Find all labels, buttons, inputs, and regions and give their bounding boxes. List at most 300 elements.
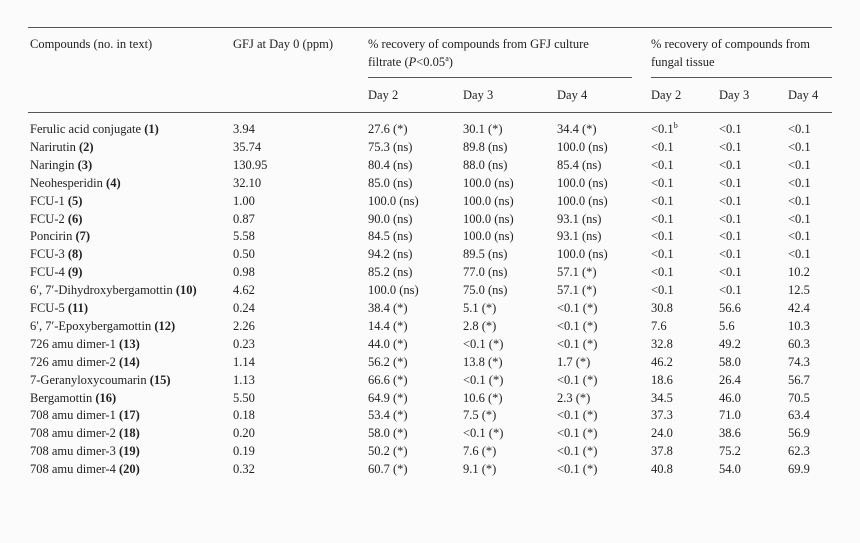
value-cell-t3 (719, 245, 742, 263)
cell-value: 90.0 (ns) (368, 211, 413, 226)
compound-name: 6′, 7′-Epoxybergamottin (30, 318, 152, 333)
value-cell-f2 (368, 424, 408, 442)
compound-name: Poncirin (30, 229, 73, 244)
cell-value: 75.2 (719, 444, 741, 459)
value-cell-t2 (651, 353, 673, 371)
cell-value: 54.0 (719, 462, 741, 477)
compound-name-cell (30, 460, 140, 478)
cell-value: 85.2 (ns) (368, 265, 413, 280)
header-filtrate-day2: Day 2 (368, 88, 399, 102)
compound-number: (20) (118, 462, 140, 477)
cell-value: 85.0 (ns) (368, 175, 413, 190)
cell-value: <0.1 (651, 211, 674, 226)
cell-value: 80.4 (ns) (368, 157, 413, 172)
value-cell-t4 (788, 156, 811, 174)
cell-value: 71.0 (719, 408, 741, 423)
value-cell-f2 (368, 353, 408, 371)
compound-name: Naringin (30, 157, 75, 172)
value-cell-f3 (463, 371, 503, 389)
value-cell-t2 (651, 138, 674, 156)
compound-number: (2) (78, 139, 94, 154)
cell-value: 100.0 (ns) (463, 175, 514, 190)
cell-value: 37.8 (651, 444, 673, 459)
compound-number: (4) (106, 175, 121, 190)
compound-number: (1) (144, 122, 159, 136)
value-cell-t2 (651, 156, 674, 174)
value-cell-f4 (557, 120, 597, 138)
cell-value: 32.8 (651, 336, 673, 351)
cell-value: 38.6 (719, 426, 741, 441)
cell-value: <0.1 (*) (557, 462, 598, 477)
cell-value: 57.1 (*) (557, 265, 597, 280)
compound-name-cell (30, 353, 140, 371)
cell-value: 0.24 (233, 301, 255, 315)
value-cell-gfj (233, 156, 267, 174)
value-cell-t3 (719, 353, 741, 371)
value-cell-gfj (233, 245, 255, 263)
value-cell-t4 (788, 281, 810, 299)
value-cell-t4 (788, 138, 811, 156)
cell-value: 84.5 (ns) (368, 229, 413, 244)
cell-value: 10.6 (*) (463, 390, 503, 405)
value-cell-t4 (788, 424, 810, 442)
cell-value: <0.1 (*) (463, 426, 504, 441)
value-cell-t2 (651, 424, 673, 442)
cell-value: <0.1 (719, 283, 742, 298)
cell-value: <0.1 (788, 139, 811, 154)
compound-name-cell (30, 138, 94, 156)
cell-value: 42.4 (788, 301, 810, 315)
value-cell-gfj (233, 120, 255, 138)
cell-value: 0.23 (233, 336, 255, 351)
cell-value: 27.6 (*) (368, 122, 408, 136)
top-rule (28, 27, 832, 28)
compound-number: (15) (149, 372, 171, 387)
cell-value: 64.9 (*) (368, 390, 408, 405)
value-cell-f4 (557, 317, 597, 335)
value-cell-t2 (651, 174, 674, 192)
value-cell-f4 (557, 192, 608, 210)
cell-value: 2.8 (*) (463, 318, 497, 333)
cell-value: 70.5 (788, 390, 810, 405)
value-cell-t4 (788, 335, 810, 353)
cell-value: 0.50 (233, 247, 255, 262)
value-cell-f2 (368, 210, 412, 228)
cell-value: 89.8 (ns) (463, 139, 508, 154)
cell-value: <0.1 (*) (557, 336, 598, 351)
cell-value: 1.7 (*) (557, 354, 591, 369)
cell-value: 12.5 (788, 283, 810, 298)
compound-name: FCU-3 (30, 247, 65, 262)
compound-name: 708 amu dimer-2 (30, 426, 116, 441)
value-cell-t4 (788, 210, 811, 228)
cell-value: 56.2 (*) (368, 354, 408, 369)
value-cell-f3 (463, 192, 514, 210)
cell-value: 1.00 (233, 193, 255, 208)
value-cell-t2 (651, 335, 673, 353)
value-cell-t3 (719, 227, 742, 245)
compound-name: FCU-5 (30, 301, 65, 315)
value-cell-t3 (719, 138, 742, 156)
value-cell-t2 (651, 442, 673, 460)
cell-value: <0.1 (719, 211, 742, 226)
value-cell-t4 (788, 227, 811, 245)
value-cell-f2 (368, 263, 412, 281)
cell-value: 63.4 (788, 408, 810, 423)
compound-number: (18) (118, 426, 140, 441)
compound-name: Bergamottin (30, 390, 93, 405)
cell-value: 4.62 (233, 283, 255, 298)
value-cell-t4 (788, 317, 810, 335)
compound-name-cell (30, 424, 140, 442)
tissue-group-rule (651, 77, 832, 78)
cell-value: 40.8 (651, 462, 673, 477)
compound-name-cell (30, 389, 116, 407)
value-cell-f2 (368, 442, 408, 460)
value-cell-t3 (719, 424, 741, 442)
cell-value: <0.1 (651, 229, 674, 244)
cell-value: 75.0 (ns) (463, 283, 508, 298)
value-cell-t3 (719, 406, 741, 424)
compound-name-cell (30, 227, 90, 245)
cell-value: 57.1 (*) (557, 283, 597, 298)
cell-value: 100.0 (ns) (368, 193, 419, 208)
cell-value: 85.4 (ns) (557, 157, 602, 172)
cell-value: 2.26 (233, 318, 255, 333)
cell-value: <0.1 (788, 247, 811, 262)
compound-name-cell (30, 406, 140, 424)
value-cell-f4 (557, 353, 590, 371)
cell-value: 74.3 (788, 354, 810, 369)
value-cell-f2 (368, 120, 408, 138)
cell-value: 0.18 (233, 408, 255, 423)
value-cell-gfj (233, 281, 255, 299)
cell-value: <0.1 (719, 122, 742, 136)
value-cell-f3 (463, 245, 507, 263)
header-bottom-rule (28, 112, 832, 113)
cell-value: 9.1 (*) (463, 462, 497, 477)
compound-name-cell (30, 281, 197, 299)
value-cell-f4 (557, 245, 608, 263)
value-cell-t4 (788, 442, 810, 460)
cell-value: <0.1 (651, 175, 674, 190)
compound-name-cell (30, 245, 82, 263)
cell-value: 5.6 (719, 318, 735, 333)
cell-value: 34.5 (651, 390, 673, 405)
value-cell-t3 (719, 210, 742, 228)
compound-number: (19) (118, 444, 140, 459)
cell-value: 10.2 (788, 265, 810, 280)
value-cell-f4 (557, 299, 597, 317)
value-cell-f3 (463, 174, 514, 192)
filtrate-group-rule (368, 77, 632, 78)
header-tissue-line1: % recovery of compounds from (651, 37, 810, 51)
compound-number: (11) (67, 301, 88, 315)
value-cell-t2 (651, 263, 674, 281)
cell-value: 56.7 (788, 372, 810, 387)
compound-name: FCU-2 (30, 211, 65, 226)
cell-value: 46.0 (719, 390, 741, 405)
value-cell-f3 (463, 263, 507, 281)
cell-value: <0.1 (788, 193, 811, 208)
compound-name: Ferulic acid conjugate (30, 122, 142, 136)
value-cell-t3 (719, 442, 741, 460)
cell-value: <0.1 (719, 265, 742, 280)
value-cell-f2 (368, 192, 419, 210)
compound-name: 6′, 7′-Dihydroxybergamottin (30, 283, 173, 298)
cell-value: <0.1 (719, 157, 742, 172)
value-cell-f2 (368, 389, 408, 407)
compound-name-cell (30, 174, 121, 192)
header-tissue-line2: fungal tissue (651, 55, 715, 69)
value-cell-gfj (233, 460, 255, 478)
compound-number: (8) (67, 247, 83, 262)
value-cell-f3 (463, 442, 496, 460)
compound-name-cell (30, 317, 175, 335)
value-cell-t4 (788, 389, 810, 407)
cell-value: <0.1 (719, 139, 742, 154)
cell-value: <0.1 (651, 283, 674, 298)
compound-name: 726 amu dimer-1 (30, 336, 116, 351)
value-cell-f3 (463, 460, 496, 478)
value-cell-t4 (788, 371, 810, 389)
cell-value: 10.3 (788, 318, 810, 333)
compound-name: FCU-1 (30, 193, 65, 208)
value-cell-t4 (788, 299, 810, 317)
value-cell-f4 (557, 371, 597, 389)
cell-value: 5.50 (233, 390, 255, 405)
cell-value: <0.1 (719, 247, 742, 262)
header-filtrate-day3: Day 3 (463, 88, 494, 102)
value-cell-t2 (651, 281, 674, 299)
header-tissue-day3: Day 3 (719, 88, 750, 102)
cell-value: 5.1 (*) (463, 301, 497, 315)
compound-number: (14) (118, 354, 140, 369)
value-cell-f4 (557, 460, 597, 478)
cell-value: <0.1 (788, 157, 811, 172)
value-cell-f2 (368, 299, 408, 317)
cell-value: <0.1 (651, 139, 674, 154)
value-cell-t2 (651, 210, 674, 228)
value-cell-t4 (788, 263, 810, 281)
cell-value: <0.1 (651, 122, 674, 136)
compound-name-cell (30, 192, 82, 210)
compound-number: (3) (77, 157, 93, 172)
cell-value: <0.1 (*) (463, 372, 504, 387)
value-cell-gfj (233, 227, 255, 245)
value-cell-t2 (651, 245, 674, 263)
cell-value: 37.3 (651, 408, 673, 423)
compound-number: (16) (95, 390, 117, 405)
value-cell-f3 (463, 353, 503, 371)
cell-value: 100.0 (ns) (463, 229, 514, 244)
value-cell-t4 (788, 174, 811, 192)
cell-value: 100.0 (ns) (557, 247, 608, 262)
cell-value: 2.3 (*) (557, 390, 591, 405)
cell-value: 60.7 (*) (368, 462, 408, 477)
cell-value: 100.0 (ns) (557, 193, 608, 208)
value-cell-gfj (233, 406, 255, 424)
cell-value: 7.6 (*) (463, 444, 497, 459)
value-cell-t3 (719, 120, 742, 138)
value-cell-f3 (463, 299, 496, 317)
value-cell-f3 (463, 335, 503, 353)
compound-name: 7-Geranyloxycoumarin (30, 372, 147, 387)
cell-value: 14.4 (*) (368, 318, 408, 333)
cell-value: <0.1 (651, 247, 674, 262)
cell-value: 100.0 (ns) (557, 139, 608, 154)
value-cell-gfj (233, 210, 255, 228)
value-cell-gfj (233, 138, 261, 156)
compound-name-cell (30, 371, 171, 389)
value-cell-t4 (788, 460, 810, 478)
cell-value: 0.32 (233, 462, 255, 477)
value-cell-f3 (463, 424, 503, 442)
cell-value: 93.1 (ns) (557, 211, 602, 226)
cell-value: 100.0 (ns) (368, 283, 419, 298)
compound-number: (9) (67, 265, 83, 280)
value-cell-f3 (463, 406, 496, 424)
value-cell-t2 (651, 317, 667, 335)
value-cell-t2 (651, 406, 673, 424)
cell-value: 58.0 (719, 354, 741, 369)
cell-value: 35.74 (233, 139, 262, 154)
value-cell-f3 (463, 389, 503, 407)
compound-name: FCU-4 (30, 265, 65, 280)
value-cell-t4 (788, 245, 811, 263)
cell-value: 100.0 (ns) (463, 211, 514, 226)
cell-value: 0.19 (233, 444, 255, 459)
value-cell-t2 (651, 389, 673, 407)
cell-value: <0.1 (651, 193, 674, 208)
value-cell-t3 (719, 335, 741, 353)
value-cell-t2 (651, 460, 673, 478)
cell-value: <0.1 (*) (557, 372, 598, 387)
compound-name: 708 amu dimer-1 (30, 408, 116, 423)
cell-value: 88.0 (ns) (463, 157, 508, 172)
value-cell-t3 (719, 371, 741, 389)
value-cell-gfj (233, 299, 255, 317)
value-cell-gfj (233, 442, 255, 460)
value-cell-t2 (651, 192, 674, 210)
cell-value: <0.1 (651, 157, 674, 172)
compound-number: (6) (67, 211, 83, 226)
value-cell-f2 (368, 317, 408, 335)
cell-value: 75.3 (ns) (368, 139, 413, 154)
value-cell-t3 (719, 317, 735, 335)
cell-value: 38.4 (*) (368, 301, 408, 315)
cell-value: 7.6 (651, 318, 667, 333)
value-cell-f4 (557, 156, 601, 174)
cell-value: <0.1 (*) (463, 336, 504, 351)
cell-value: 62.3 (788, 444, 810, 459)
value-cell-f4 (557, 138, 608, 156)
cell-value: 5.58 (233, 229, 255, 244)
value-cell-f4 (557, 227, 601, 245)
value-cell-f4 (557, 389, 590, 407)
footnote-marker: b (673, 120, 678, 130)
value-cell-f2 (368, 245, 412, 263)
value-cell-gfj (233, 335, 255, 353)
cell-value: 18.6 (651, 372, 673, 387)
compound-name-cell (30, 210, 82, 228)
compound-name: 726 amu dimer-2 (30, 354, 116, 369)
cell-value: 49.2 (719, 336, 741, 351)
cell-value: 56.6 (719, 301, 741, 315)
value-cell-t2 (651, 371, 673, 389)
value-cell-t4 (788, 120, 811, 138)
value-cell-f2 (368, 335, 408, 353)
cell-value: <0.1 (788, 175, 811, 190)
cell-value: <0.1 (719, 193, 742, 208)
cell-value: 7.5 (*) (463, 408, 497, 423)
cell-value: 50.2 (*) (368, 444, 408, 459)
value-cell-t3 (719, 281, 742, 299)
header-filtrate-day4: Day 4 (557, 88, 588, 102)
value-cell-t3 (719, 174, 742, 192)
cell-value: 30.1 (*) (463, 122, 503, 136)
value-cell-gfj (233, 192, 255, 210)
cell-value: 77.0 (ns) (463, 265, 508, 280)
value-cell-f4 (557, 210, 601, 228)
cell-value: 93.1 (ns) (557, 229, 602, 244)
value-cell-gfj (233, 353, 255, 371)
compound-number: (17) (118, 408, 140, 423)
cell-value: 53.4 (*) (368, 408, 408, 423)
compound-number: (10) (175, 283, 197, 298)
value-cell-f4 (557, 281, 597, 299)
value-cell-t3 (719, 460, 741, 478)
cell-value: 0.98 (233, 265, 255, 280)
cell-value: 56.9 (788, 426, 810, 441)
value-cell-f4 (557, 424, 597, 442)
value-cell-t3 (719, 389, 741, 407)
value-cell-t2 (651, 227, 674, 245)
cell-value: 3.94 (233, 122, 255, 136)
compound-number: (12) (154, 318, 176, 333)
value-cell-f2 (368, 406, 408, 424)
cell-value: <0.1 (*) (557, 301, 598, 315)
cell-value: <0.1 (719, 175, 742, 190)
value-cell-f3 (463, 156, 507, 174)
cell-value: 1.13 (233, 372, 255, 387)
compound-name: Narirutin (30, 139, 76, 154)
cell-value: 94.2 (ns) (368, 247, 413, 262)
value-cell-f3 (463, 281, 507, 299)
value-cell-f4 (557, 442, 597, 460)
cell-value: 0.20 (233, 426, 255, 441)
value-cell-t4 (788, 353, 810, 371)
cell-value: 26.4 (719, 372, 741, 387)
header-compound: Compounds (no. in text) (30, 37, 153, 51)
value-cell-gfj (233, 174, 261, 192)
value-cell-f2 (368, 156, 412, 174)
cell-value: <0.1 (719, 229, 742, 244)
compound-number: (5) (67, 193, 83, 208)
value-cell-f2 (368, 281, 419, 299)
value-cell-gfj (233, 263, 255, 281)
cell-value: <0.1 (*) (557, 426, 598, 441)
cell-value: 24.0 (651, 426, 673, 441)
cell-value: <0.1 (651, 265, 674, 280)
value-cell-t3 (719, 156, 742, 174)
cell-value: 0.87 (233, 211, 255, 226)
cell-value: 44.0 (*) (368, 336, 408, 351)
value-cell-f3 (463, 317, 496, 335)
value-cell-t4 (788, 406, 810, 424)
cell-value: 32.10 (233, 175, 262, 190)
cell-value: <0.1 (*) (557, 318, 598, 333)
